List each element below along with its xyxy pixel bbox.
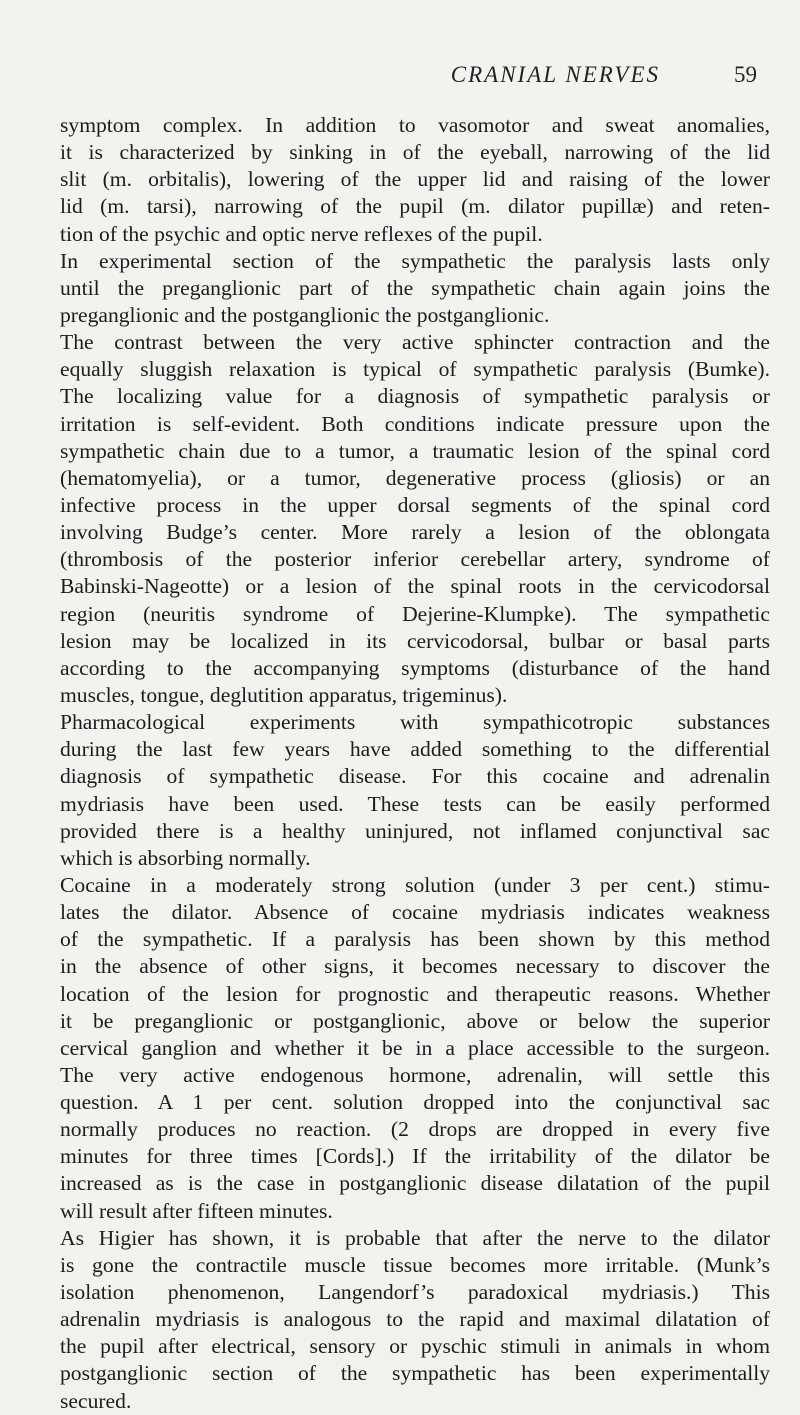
text-line: postganglionic section of the sympathetic has been experimentally xyxy=(60,1361,770,1386)
text-line: Pharmacological experiments with sympathicotropic substances xyxy=(60,710,770,735)
text-line: mydriasis have been used. These tests can be easily performed xyxy=(60,791,770,816)
text-line: As Higier has shown, it is probable that after the nerve to the dilator xyxy=(60,1225,770,1250)
text-line: slit (m. orbitalis), lowering of the upper lid and raising of the lower xyxy=(60,167,770,192)
text-line: tion of the psychic and optic nerve reflexes of the pupil. xyxy=(60,221,543,246)
text-line: region (neuritis syndrome of Dejerine-Klumpke). The sympathetic xyxy=(60,601,770,626)
text-line: the pupil after electrical, sensory or pyschic stimuli in animals in whom xyxy=(60,1334,770,1359)
text-line: equally sluggish relaxation is typical of sympathetic paralysis (Bumke). xyxy=(60,357,770,382)
text-line: of the sympathetic. If a paralysis has been shown by this method xyxy=(60,927,770,952)
text-line: it is characterized by sinking in of the eyeball, narrowing of the lid xyxy=(60,140,770,165)
text-line: The localizing value for a diagnosis of sympathetic paralysis or xyxy=(60,384,770,409)
text-line: Babinski-Nageotte) or a lesion of the spinal roots in the cervicodorsal xyxy=(60,574,770,599)
text-line: involving Budge’s center. More rarely a lesion of the oblongata xyxy=(60,520,770,545)
text-line: symptom complex. In addition to vasomotor and sweat anomalies, xyxy=(60,113,770,137)
text-line: lid (m. tarsi), narrowing of the pupil (m. dilator pupillæ) and reten- xyxy=(60,194,770,219)
running-head-title: CRANIAL NERVES xyxy=(450,62,660,87)
text-line: location of the lesion for prognostic and therapeutic reasons. Whether xyxy=(60,981,770,1006)
text-line: The very active endogenous hormone, adrenalin, will settle this xyxy=(60,1062,770,1087)
text-line: until the preganglionic part of the sympathetic chain again joins the xyxy=(60,275,770,300)
text-line: irritation is self-evident. Both conditions indicate pressure upon the xyxy=(60,411,770,436)
text-line: provided there is a healthy uninjured, not inflamed conjunctival sac xyxy=(60,818,770,843)
text-line: lesion may be localized in its cervicodorsal, bulbar or basal parts xyxy=(60,628,770,653)
text-line: according to the accompanying symptoms (disturbance of the hand xyxy=(60,655,770,680)
text-line: lates the dilator. Absence of cocaine mydriasis indicates weakness xyxy=(60,900,770,925)
text-line: during the last few years have added something to the differential xyxy=(60,737,770,762)
text-line: will result after fifteen minutes. xyxy=(60,1198,333,1223)
text-line: is gone the contractile muscle tissue becomes more irritable. (Munk’s xyxy=(60,1252,770,1277)
text-line: The contrast between the very active sphincter contraction and the xyxy=(60,330,770,355)
text-line: In experimental section of the sympathetic the paralysis lasts only xyxy=(60,248,770,273)
text-line: (thrombosis of the posterior inferior cerebellar artery, syndrome of xyxy=(60,547,770,572)
text-line: it be preganglionic or postganglionic, above or below the superior xyxy=(60,1008,770,1033)
text-line: secured. xyxy=(60,1388,132,1413)
text-line: preganglionic and the postganglionic the postganglionic. xyxy=(60,302,550,327)
text-line: minutes for three times [Cords].) If the irritability of the dilator be xyxy=(60,1144,770,1169)
text-line: normally produces no reaction. (2 drops are dropped in every five xyxy=(60,1117,770,1142)
text-line: infective process in the upper dorsal segments of the spinal cord xyxy=(60,492,770,517)
text-line: in the absence of other signs, it becomes necessary to discover the xyxy=(60,954,770,979)
text-line: sympathetic chain due to a tumor, a traumatic lesion of the spinal cord xyxy=(60,438,770,463)
text-line: isolation phenomenon, Langendorf’s paradoxical mydriasis.) This xyxy=(60,1280,770,1305)
text-line: Cocaine in a moderately strong solution (under 3 per cent.) stimu- xyxy=(60,872,770,897)
text-line: question. A 1 per cent. solution dropped into the conjunctival sac xyxy=(60,1090,770,1115)
body-text xyxy=(60,112,770,1415)
text-line: which is absorbing normally. xyxy=(60,845,311,870)
text-line: (hematomyelia), or a tumor, degenerative process (gliosis) or an xyxy=(60,465,770,490)
running-head xyxy=(60,62,760,102)
page-number: 59 xyxy=(734,62,757,87)
text-line: cervical ganglion and whether it be in a place accessible to the surgeon. xyxy=(60,1035,770,1060)
text-line: increased as is the case in postganglionic disease dilatation of the pupil xyxy=(60,1171,770,1196)
text-line: adrenalin mydriasis is analogous to the rapid and maximal dilatation of xyxy=(60,1307,770,1332)
text-line: muscles, tongue, deglutition apparatus, trigeminus). xyxy=(60,682,508,707)
text-line: diagnosis of sympathetic disease. For this cocaine and adrenalin xyxy=(60,764,770,789)
